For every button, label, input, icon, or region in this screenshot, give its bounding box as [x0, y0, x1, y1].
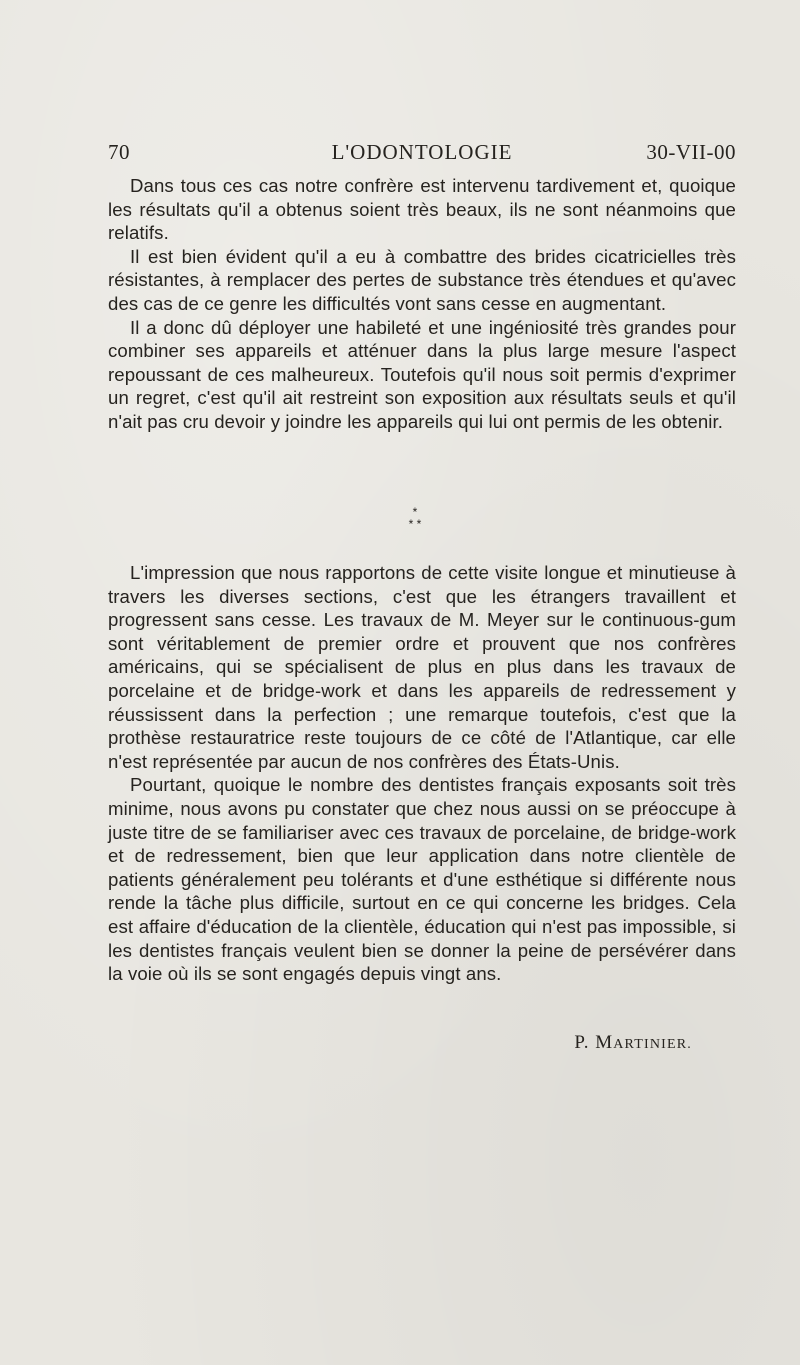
author-signature — [574, 1032, 692, 1054]
article-section-2 — [108, 561, 736, 986]
running-header — [108, 140, 736, 166]
section-separator — [395, 506, 435, 530]
issue-date: 30-VII-00 — [646, 140, 736, 164]
asterism-top: * — [412, 505, 418, 519]
article-section-1 — [108, 174, 736, 434]
paragraph: L'impression que nous rapportons de cette visite longue et minutieuse à travers les diverses sections, c'est que les étrangers travaillent et progressent sans cesse. Les travaux de M. Meyer sur le continuous-gum sont véritablement de premier ordre et prouvent que nos confrères américains, qui se spécialisent de plus en plus dans les travaux de porcelaine et de bridge-work et dans les appareils de redressement y réussissent dans la perfection ; une remarque toutefois, c'est que la prothèse restauratrice reste toujours de ce côté de l'Atlantique, car elle n'est représentée par aucun de nos confrères des États-Unis. — [108, 562, 736, 772]
journal-title: L'ODONTOLOGIE — [331, 140, 513, 164]
author-surname-rest: ARTINIER. — [613, 1037, 692, 1052]
author-initial: P. — [574, 1032, 590, 1053]
paragraph: Il est bien évident qu'il a eu à combattre des brides cicatricielles très résistantes, à remplacer des pertes de substance très étendues et qu'avec des cas de ce genre les difficultés vont sans cesse en augmentant. — [108, 245, 736, 314]
asterism-bottom: * * — [408, 517, 422, 531]
paragraph: Pourtant, quoique le nombre des dentistes français exposants soit très minime, nous avons pu constater que chez nous aussi on se préoccupe à juste titre de se familiariser avec ces travaux de porcelaine, de bridge-work et de redressement, bien que leur application dans notre clientèle de patients généralement peu tolérants et d'une esthétique si différente nous rende la tâche plus difficile, surtout en ce qui concerne les bridges. Cela est affaire d'éducation de la clientèle, éducation qui n'est pas impossible, si les dentistes français veulent bien se donner la peine de persévérer dans la voie où ils se sont engagés depuis vingt ans. — [108, 774, 736, 985]
paragraph: Il a donc dû déployer une habileté et une ingéniosité très grandes pour combiner ses appareils et atténuer dans la plus large mesure l'aspect repoussant de ces malheureux. Toutefois qu'il nous soit permis d'exprimer un regret, c'est qu'il ait restreint son exposition aux résultats seuls et qu'il n'ait pas cru devoir y joindre les appareils qui lui ont permis de les obtenir. — [108, 316, 736, 432]
paragraph: Dans tous ces cas notre confrère est intervenu tardivement et, quoique les résultats qu'il a obtenus soient très beaux, ils ne sont néanmoins que relatifs. — [108, 175, 736, 244]
author-surname-initial: M — [595, 1032, 614, 1053]
page-number: 70 — [108, 140, 130, 164]
